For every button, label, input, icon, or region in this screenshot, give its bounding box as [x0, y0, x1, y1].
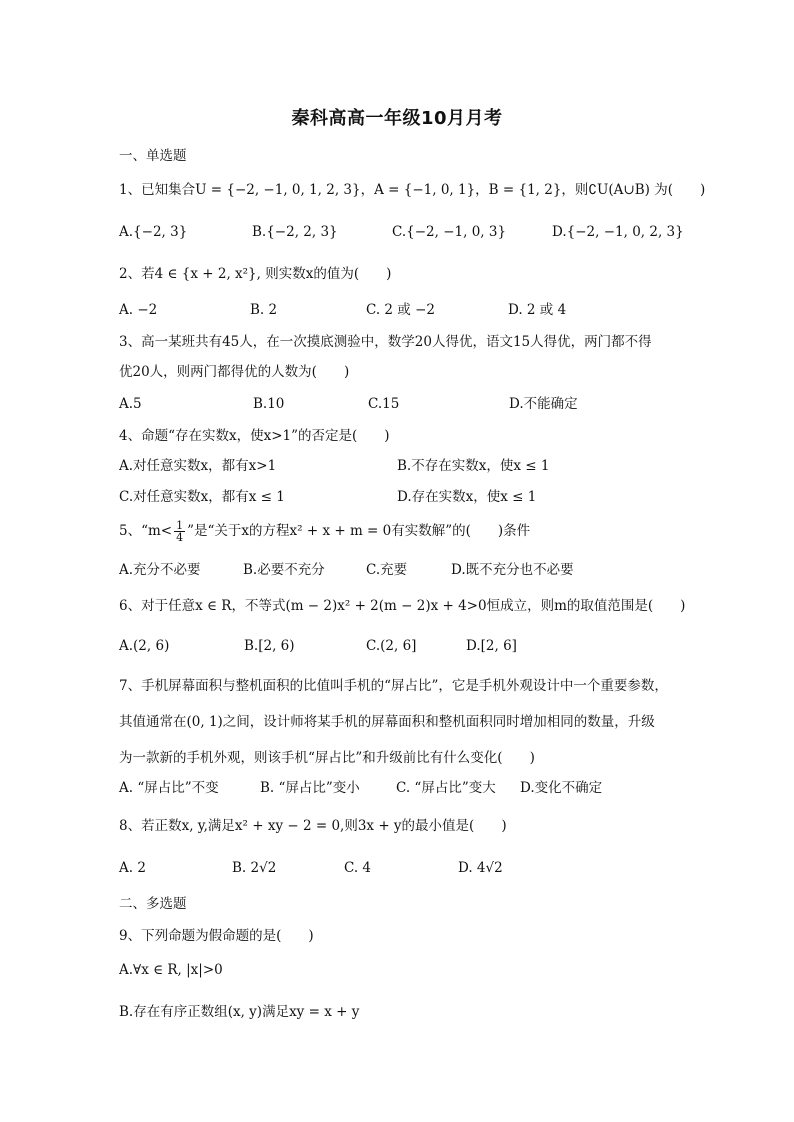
- question-8-option-d: D. 4√2: [458, 860, 503, 876]
- question-1-option-a: A.{−2, 3}: [119, 224, 188, 240]
- question-5-option-d: D.既不充分也不必要: [451, 562, 574, 578]
- question-7-option-b: B. “屏占比”变小: [260, 780, 360, 796]
- question-5-stem: [119, 520, 530, 543]
- question-8-option-b: B. 2√2: [232, 860, 277, 876]
- question-3-option-d: D.不能确定: [509, 396, 578, 412]
- question-7-option-a: A. “屏占比”不变: [119, 780, 219, 796]
- question-3-stem-line-1: 3、高一某班共有45人，在一次摸底测验中，数学20人得优，语文15人得优，两门都不得: [119, 334, 652, 350]
- question-3-option-a: A.5: [119, 396, 142, 412]
- question-5-option-b: B.必要不充分: [243, 562, 325, 578]
- question-7-stem-line-2: 其值通常在(0, 1)之间，设计师将某手机的屏幕面积和整机面积同时增加相同的数量，升级: [119, 714, 655, 730]
- question-6-option-c: C.(2, 6]: [366, 638, 417, 654]
- fraction-one-quarter: [174, 520, 185, 543]
- question-6-option-a: A.(2, 6): [119, 638, 170, 654]
- question-4-option-b: B.不存在实数x，使x ≤ 1: [397, 458, 550, 474]
- question-2-option-c: C. 2 或 −2: [366, 302, 436, 318]
- question-6-stem: 6、对于任意x ∈ R，不等式(m − 2)x² + 2(m − 2)x + 4>0恒成立，则m的取值范围是( ): [119, 598, 686, 614]
- question-6-option-d: D.[2, 6]: [466, 638, 517, 654]
- question-8-option-c: C. 4: [344, 860, 372, 876]
- question-9-option-a: A.∀x ∈ R, |x|>0: [119, 962, 223, 978]
- question-9-option-b: B.存在有序正数组(x, y)满足xy = x + y: [119, 1004, 360, 1020]
- question-1-stem: 1、已知集合U = {−2, −1, 0, 1, 2, 3}，A = {−1, 0, 1}，B = {1, 2}，则∁U(A∪B) 为( ): [119, 182, 706, 198]
- question-7-option-c: C. “屏占比”变大: [396, 780, 496, 796]
- question-4-option-c: C.对任意实数x，都有x ≤ 1: [119, 489, 285, 505]
- fraction-numerator: 1: [176, 519, 184, 532]
- section-heading-multiple-choice: 二、多选题: [119, 896, 187, 912]
- question-7-option-d: D.变化不确定: [520, 780, 603, 796]
- question-3-option-c: C.15: [368, 396, 400, 412]
- question-8-option-a: A. 2: [119, 860, 146, 876]
- question-1-option-b: B.{−2, 2, 3}: [252, 224, 338, 240]
- question-4-option-a: A.对任意实数x，都有x>1: [119, 458, 277, 474]
- question-4-option-d: D.存在实数x，使x ≤ 1: [397, 489, 537, 505]
- question-2-stem: 2、若4 ∈ {x + 2, x²}, 则实数x的值为( ): [119, 266, 392, 282]
- question-5-stem-prefix: 5、“m<: [119, 523, 173, 539]
- question-3-stem-line-2: 优20人，则两门都得优的人数为( ): [119, 364, 350, 380]
- question-7-stem-line-3: 为一款新的手机外观，则该手机“屏占比”和升级前比有什么变化( ): [119, 750, 535, 766]
- question-1-option-c: C.{−2, −1, 0, 3}: [392, 224, 507, 240]
- question-2-option-a: A. −2: [119, 302, 158, 318]
- question-3-option-b: B.10: [253, 396, 285, 412]
- question-1-option-d: D.{−2, −1, 0, 2, 3}: [552, 224, 684, 240]
- question-7-stem-line-1: 7、手机屏幕面积与整机面积的比值叫手机的“屏占比”，它是手机外观设计中一个重要参数，: [119, 678, 668, 694]
- section-heading-single-choice: 一、单选题: [119, 148, 187, 164]
- question-5-option-c: C.充要: [366, 562, 408, 578]
- question-6-option-b: B.[2, 6): [244, 638, 295, 654]
- fraction-denominator: 4: [176, 531, 184, 544]
- question-5-stem-suffix: ”是“关于x的方程x² + x + m = 0有实数解”的( )条件: [187, 523, 531, 539]
- question-2-option-d: D. 2 或 4: [508, 302, 567, 318]
- page-title: 秦科高高一年级10月月考: [291, 108, 503, 129]
- question-4-stem: 4、命题“存在实数x，使x>1”的否定是( ): [119, 428, 390, 444]
- question-2-option-b: B. 2: [250, 302, 278, 318]
- question-8-stem: 8、若正数x, y,满足x² + xy − 2 = 0,则3x + y的最小值是( ): [119, 818, 507, 834]
- question-9-stem: 9、下列命题为假命题的是( ): [119, 928, 314, 944]
- question-5-option-a: A.充分不必要: [119, 562, 201, 578]
